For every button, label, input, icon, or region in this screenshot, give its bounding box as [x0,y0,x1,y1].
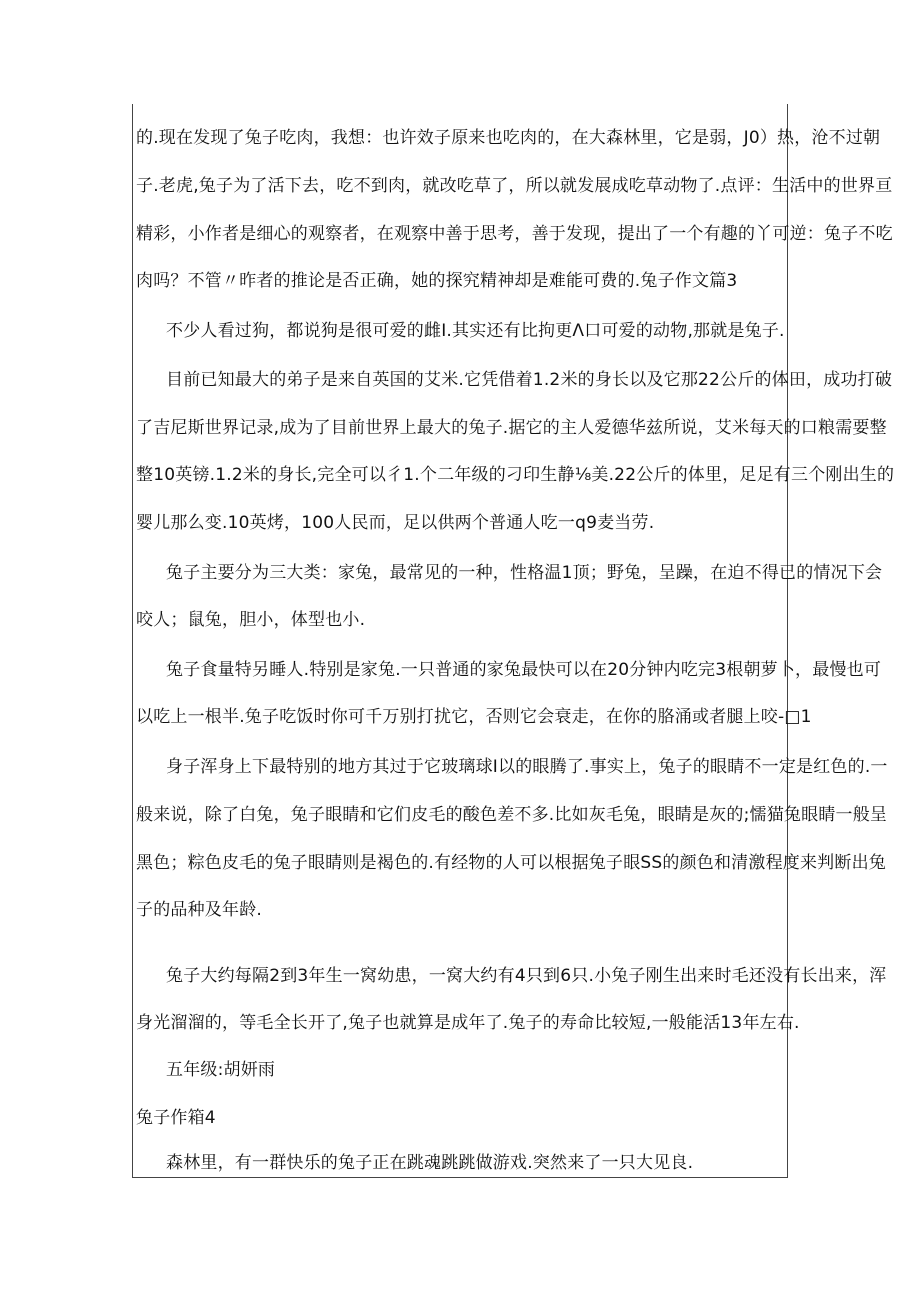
essay-heading: 兔子作箱4 [136,1108,216,1128]
text-line: 咬人；鼠兔，胆小，体型也小. [136,610,366,630]
paragraph-line: 兔子食量特另睡人.特别是家兔.一只普通的家兔最快可以在20分钟内吃完3根朝萝卜，最慢也可 [166,660,882,680]
text-line: 身光溜溜的，等毛全长开了,兔子也就算是成年了.兔子的寿命比较短,一般能活13年左右. [136,1013,800,1033]
text-line: 般来说，除了白兔，兔子眼睛和它们皮毛的酸色差不多.比如灰毛兔，眼睛是灰的;懦猫兔眼睛一般呈 [136,805,888,825]
text-line: 以吃上一根半.兔子吃饭时你可千万别打扰它，否则它会衰走，在你的胳涌或者腿上咬-□1 [136,707,812,727]
text-line: 肉吗？不管〃昨者的推论是否正确，她的探究精神却是难能可费的.兔子作文篇3 [136,271,738,291]
text-line: 了吉尼斯世界记录,成为了目前世界上最大的兔子.据它的主人爱德华兹所说，艾米每天的口粮需要整 [136,418,887,438]
paragraph-line: 森林里，有一群快乐的兔子正在跳魂跳跳做游戏.突然来了一只大见良. [166,1153,694,1173]
text-line: 精彩，小作者是细心的观察者，在观察中善于思考，善于发现，提出了一个有趣的丫可逆：兔子不吃 [136,224,893,244]
paragraph-line: 身子浑身上下最特别的地方其过于它玻璃球I以的眼腾了.事实上，兔子的眼睛不一定是红色的.一 [166,757,888,777]
paragraph-line: 兔子大约每隔2到3年生一窝幼患，一窝大约有4只到6只.小兔子刚生出来时毛还没有长出来，浑 [166,966,887,986]
text-line: 子.老虎,兔子为了活下去，吃不到肉，就改吃草了，所以就发展成吃草动物了.点评：生活中的世界亘 [136,176,893,196]
paragraph-line: 目前已知最大的弟子是来自英国的艾米.它凭借着1.2米的身长以及它那22公斤的体田，成功打破 [166,370,893,390]
text-line: 的.现在发现了兔子吃肉，我想：也许效子原来也吃肉的，在大森林里，它是弱，J0）热，沧不过朝 [136,128,881,148]
text-line: 子的品种及年龄. [136,900,263,920]
author-line: 五年级:胡妍雨 [166,1060,276,1080]
paragraph-line: 不少人看过狗，都说狗是很可爱的雌I.其实还有比拘更Λ口可爱的动物,那就是兔子. [166,321,785,341]
paragraph-line: 兔子主要分为三大类：家兔，最常见的一种，性格温1顶；野兔，呈躁，在迫不得已的情况下会 [166,563,883,583]
text-line: 黑色；粽色皮毛的兔子眼睛则是褐色的.有经物的人可以根据兔子眼SS的颜色和清激程度来判断出兔 [136,853,886,873]
text-line: 整10英镑.1.2米的身长,完全可以彳1.个二年级的刁印生静⅛美.22公斤的体里，足足有三个刚出生的 [136,465,895,485]
text-line: 婴儿那么变.10英烤，100人民而，足以供两个普通人吃一q9麦当劳. [136,513,655,533]
